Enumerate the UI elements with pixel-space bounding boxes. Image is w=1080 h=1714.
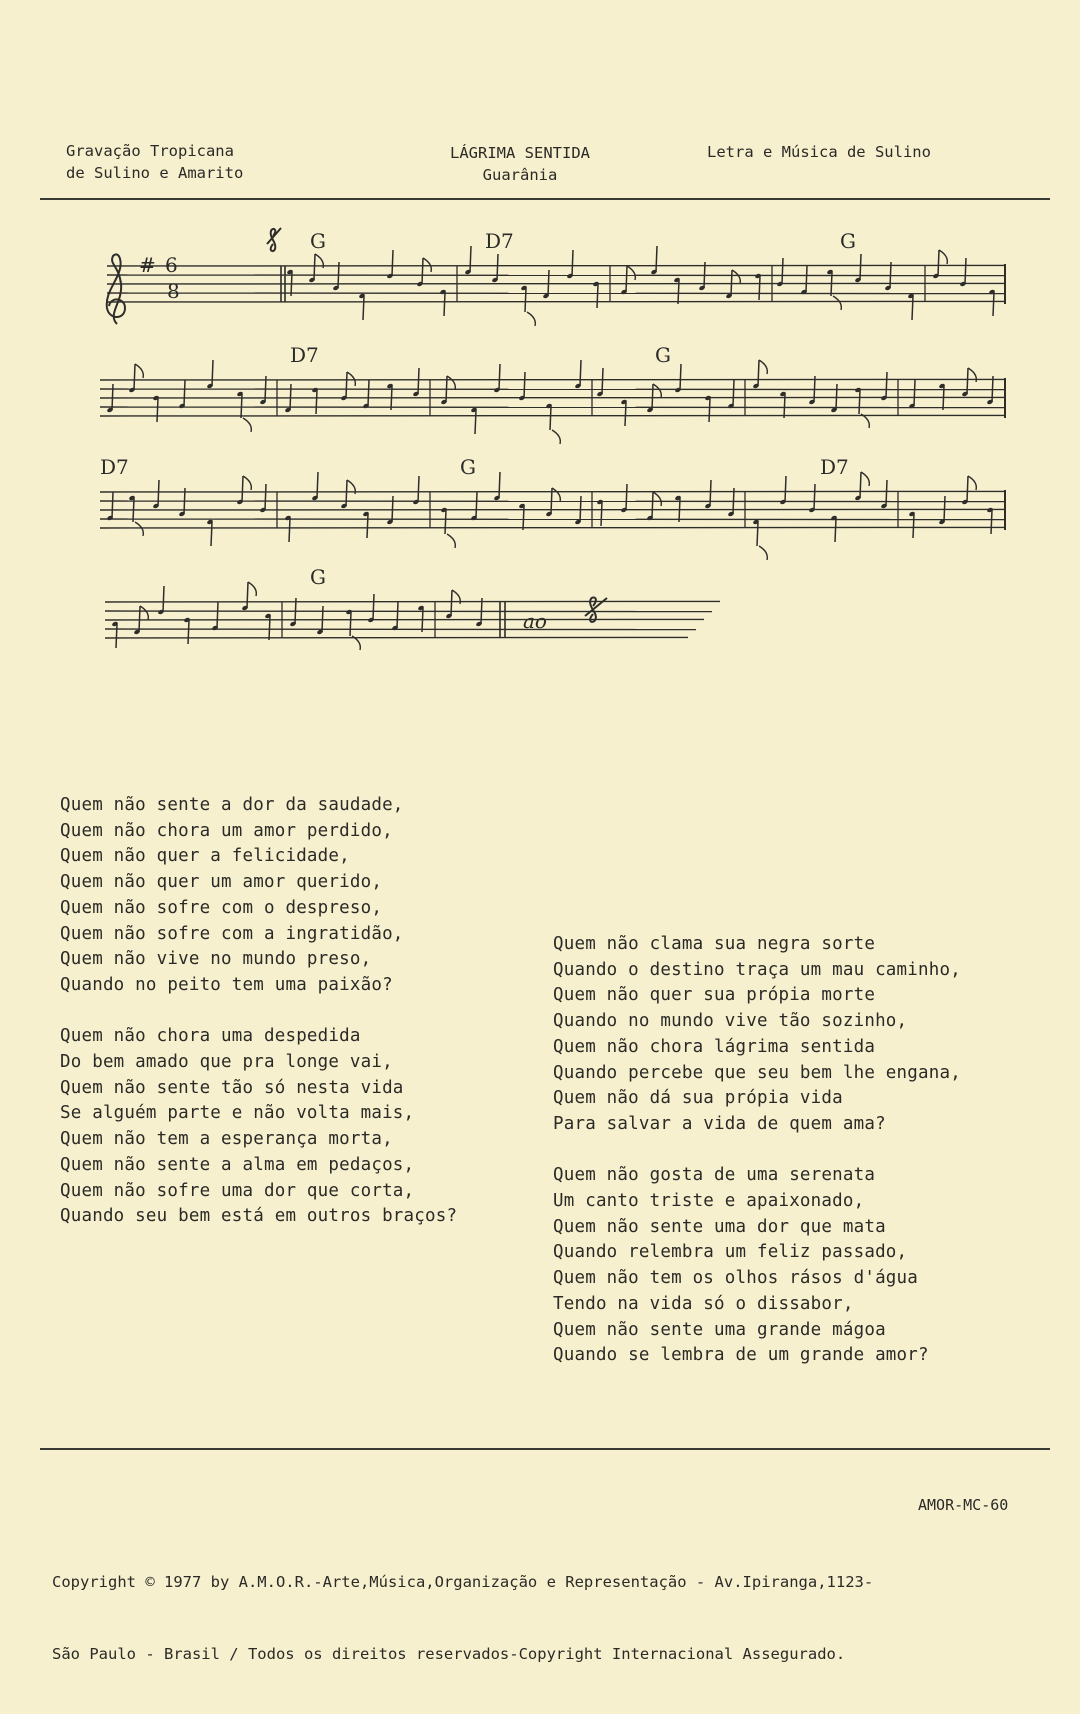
note-stem (580, 496, 581, 522)
note-flag (552, 488, 560, 502)
note-stem (709, 398, 710, 422)
note-flag (759, 360, 767, 374)
note-stem (597, 284, 598, 308)
staff-line (100, 415, 1005, 416)
note-stem (913, 514, 914, 538)
lyric-line: Quando no peito tem uma paixão? (60, 974, 393, 995)
note-stem (269, 616, 270, 640)
note-flag (653, 492, 661, 506)
note-stem (652, 492, 653, 518)
note-stem (346, 372, 347, 398)
note-stem (992, 376, 993, 402)
note-stem (289, 518, 290, 542)
note-stem (967, 476, 968, 502)
note-stem (914, 380, 915, 406)
note-stem (831, 272, 832, 296)
lyric-line: Para salvar a vida de quem ama? (553, 1113, 886, 1134)
note-stem (470, 246, 471, 272)
note-stem (499, 364, 500, 390)
note-stem (422, 608, 423, 632)
note-stem (363, 296, 364, 320)
lyric-line: Quem não chora lágrima sentida (553, 1036, 876, 1057)
staff-line (107, 275, 1005, 276)
note-stem (759, 276, 760, 300)
note-stem (446, 376, 447, 402)
lyric-line: Quem não sente uma grande mágoa (553, 1319, 886, 1340)
note-stem (678, 280, 679, 304)
note-stem (139, 606, 140, 632)
lyric-line: Quem não sofre com a ingratidão, (60, 923, 404, 944)
note-stem (965, 258, 966, 284)
staff-line (100, 527, 1005, 528)
note-flag (527, 312, 535, 326)
lyric-line: Quem não quer sua própia morte (553, 985, 876, 1006)
lyric-line: Quando o destino traça um mau caminho, (553, 959, 961, 980)
note-stem (497, 254, 498, 280)
catalog-number: AMOR-MC-60 (918, 1496, 1009, 1514)
note-stem (580, 360, 581, 386)
note-stem (731, 270, 732, 296)
note-stem (451, 590, 452, 616)
note-stem (291, 272, 292, 296)
note-stem (938, 250, 939, 276)
note-stem (350, 612, 351, 636)
note-stem (295, 598, 296, 624)
note-flag (423, 258, 431, 272)
note-stem (860, 254, 861, 280)
note-stem (912, 296, 913, 320)
lyric-line: Quem não gosta de uma serenata (553, 1165, 876, 1186)
note-stem (835, 518, 836, 542)
note-stem (991, 510, 992, 534)
note-stem (322, 606, 323, 632)
lyric-line: Quando no mundo vive tão sozinho, (553, 1011, 908, 1032)
note-stem (338, 262, 339, 288)
bottom-divider (40, 1448, 1050, 1450)
score-svg (95, 222, 1025, 662)
note-stem (814, 484, 815, 510)
staff-line (105, 637, 688, 638)
lyric-line: Tendo na vida só o dissabor, (553, 1293, 854, 1314)
recording-line-2: de Sulino e Amarito (66, 164, 244, 182)
lyric-line: Quem não chora um amor perdido, (60, 820, 393, 841)
note-stem (784, 394, 785, 418)
note-stem (656, 246, 657, 272)
note-flag (861, 472, 869, 486)
note-stem (758, 360, 759, 386)
lyric-line: Quem não sofre uma dor que corta, (60, 1180, 415, 1201)
note-stem (860, 472, 861, 498)
lyrics-left-column (60, 793, 457, 1230)
staff-line (107, 293, 1005, 294)
note-stem (886, 480, 887, 506)
note-stem (890, 262, 891, 288)
note-stem (445, 510, 446, 534)
staff-line (105, 611, 712, 612)
lyrics-stanza (553, 1163, 961, 1369)
note-stem (290, 384, 291, 410)
song-heading (425, 142, 615, 186)
staff-line (100, 379, 1005, 380)
key-signature: # (139, 253, 156, 277)
note-flag (627, 266, 635, 280)
lyric-line: Quem não sente tão só nesta vida (60, 1077, 404, 1098)
note-stem (392, 250, 393, 276)
note-stem (785, 476, 786, 502)
note-stem (158, 480, 159, 506)
note-flag (135, 364, 143, 378)
staff-line (100, 389, 1005, 390)
staff-line (107, 265, 1005, 266)
note-stem (242, 476, 243, 502)
note-stem (157, 398, 158, 422)
note-stem (836, 384, 837, 410)
note-stem (188, 620, 189, 644)
copyright-notice (52, 1522, 873, 1714)
dal-segno-text: ao (523, 609, 547, 633)
note-stem (481, 598, 482, 624)
note-stem (317, 472, 318, 498)
lyric-line: Quem não tem a esperança morta, (60, 1129, 393, 1150)
lyrics-right-column (553, 932, 961, 1369)
note-stem (476, 492, 477, 518)
staff-line (107, 283, 1005, 284)
note-stem (550, 406, 551, 430)
song-title: LÁGRIMA SENTIDA (450, 144, 590, 162)
note-flag (243, 418, 251, 432)
chord-symbol: D7 (290, 343, 319, 367)
lyric-line: Quem não clama sua negra sorte (553, 934, 876, 954)
note-flag (552, 430, 560, 444)
lyric-line: Quem não dá sua própia vida (553, 1088, 843, 1109)
note-stem (782, 258, 783, 284)
note-stem (116, 624, 117, 648)
lyric-line: Quem não chora uma despedida (60, 1026, 361, 1047)
note-stem (524, 372, 525, 398)
note-stem (367, 514, 368, 538)
note-stem (346, 480, 347, 506)
note-stem (944, 496, 945, 522)
lyrics-stanza (60, 793, 457, 999)
note-stem (184, 380, 185, 406)
lyric-line: Quando relembra um feliz passado, (553, 1242, 908, 1263)
note-stem (757, 522, 758, 546)
note-stem (217, 602, 218, 628)
staff-line (105, 601, 720, 602)
note-stem (212, 360, 213, 386)
treble-clef (107, 254, 125, 324)
staff-line (100, 397, 1005, 398)
note-stem (523, 506, 524, 530)
chord-symbol: G (655, 343, 671, 367)
note-flag (447, 376, 455, 390)
lyric-line: Quando seu bem está em outros braços? (60, 1206, 458, 1227)
note-stem (397, 602, 398, 628)
lyric-line: Quem não sente uma dor que mata (553, 1216, 886, 1237)
top-divider (40, 198, 1050, 200)
note-stem (943, 386, 944, 410)
staff-line (100, 501, 1005, 502)
note-flag (347, 372, 355, 386)
note-stem (886, 372, 887, 398)
time-signature-bottom: 8 (167, 279, 180, 303)
note-stem (680, 364, 681, 390)
note-stem (733, 488, 734, 514)
note-flag (248, 582, 256, 596)
note-flag (939, 250, 947, 264)
copyright-line-2: São Paulo - Brasil / Todos os direitos reservados-Copyright Internacional Assegurado. (52, 1645, 846, 1663)
note-flag (140, 606, 148, 620)
chord-symbol: G (310, 229, 326, 253)
chord-symbol: D7 (820, 455, 849, 479)
note-stem (601, 502, 602, 526)
note-stem (133, 498, 134, 522)
staff-line (107, 301, 1005, 302)
chord-symbol: G (460, 455, 476, 479)
note-stem (241, 394, 242, 418)
chord-symbol: G (840, 229, 856, 253)
lyric-line: Quem não sente a alma em pedaços, (60, 1154, 415, 1175)
lyric-line: Um canto triste e apaixonado, (553, 1191, 865, 1212)
note-stem (247, 582, 248, 608)
note-stem (525, 288, 526, 312)
note-stem (265, 376, 266, 402)
note-stem (444, 292, 445, 316)
lyric-line: Quem não sofre com o despreso, (60, 897, 383, 918)
lyric-line: Se alguém parte e não volta mais, (60, 1103, 415, 1124)
time-signature-top: 6 (165, 253, 178, 277)
staff-line (105, 619, 704, 620)
music-score (95, 222, 1025, 662)
staff-line (105, 629, 696, 630)
note-flag (135, 522, 143, 536)
note-stem (993, 292, 994, 316)
lyric-line: Quem não tem os olhos rásos d'água (553, 1268, 919, 1289)
song-genre: Guarânia (482, 166, 558, 184)
note-stem (625, 402, 626, 426)
note-stem (265, 484, 266, 510)
note-flag (968, 476, 976, 490)
note-stem (626, 484, 627, 510)
chord-symbol: D7 (485, 229, 514, 253)
note-stem (733, 380, 734, 406)
note-stem (499, 472, 500, 498)
note-stem (572, 250, 573, 276)
note-stem (710, 480, 711, 506)
staff-line (100, 509, 1005, 510)
note-stem (211, 522, 212, 546)
note-flag (653, 384, 661, 398)
recording-line-1: Gravação Tropicana (66, 142, 234, 160)
lyric-line: Quando percebe que seu bem lhe engana, (553, 1062, 961, 1083)
note-stem (163, 586, 164, 612)
lyric-line: Quem não quer a felicidade, (60, 846, 350, 867)
note-stem (859, 390, 860, 414)
note-stem (418, 368, 419, 394)
chord-symbol: G (310, 565, 326, 589)
lyric-line: Quem não sente a dor da saudade, (60, 795, 404, 815)
lyric-line: Do bem amado que pra longe vai, (60, 1052, 393, 1073)
lyric-line: Quando se lembra de um grande amor? (553, 1345, 929, 1366)
note-stem (626, 266, 627, 292)
note-stem (548, 270, 549, 296)
note-stem (679, 498, 680, 522)
note-stem (184, 488, 185, 514)
staff-line (100, 407, 1005, 408)
note-stem (314, 254, 315, 280)
lyric-line: Quem não vive no mundo preso, (60, 949, 372, 970)
copyright-line-1: Copyright © 1977 by A.M.O.R.-Arte,Música,Organização e Representação - Av.Ipiranga,1123- (52, 1573, 874, 1591)
note-stem (134, 364, 135, 390)
note-stem (373, 594, 374, 620)
lyrics-stanza (60, 1024, 457, 1230)
note-stem (551, 488, 552, 514)
note-flag (447, 534, 455, 548)
note-stem (392, 496, 393, 522)
note-stem (704, 262, 705, 288)
lyric-line: Quem não quer um amor querido, (60, 872, 383, 893)
note-stem (368, 380, 369, 406)
note-stem (112, 384, 113, 410)
note-stem (475, 410, 476, 434)
note-stem (814, 376, 815, 402)
lyrics-stanza (553, 932, 961, 1138)
note-stem (391, 386, 392, 410)
note-flag (759, 546, 767, 560)
note-stem (112, 492, 113, 518)
chord-symbol: D7 (100, 455, 129, 479)
note-stem (652, 384, 653, 410)
credits: Letra e Música de Sulino (707, 143, 931, 161)
note-flag (732, 270, 740, 284)
note-stem (967, 368, 968, 394)
note-flag (833, 296, 841, 310)
note-stem (418, 476, 419, 502)
note-stem (806, 266, 807, 292)
recording-info (66, 140, 243, 184)
note-stem (602, 368, 603, 394)
note-flag (243, 476, 251, 490)
note-stem (422, 258, 423, 284)
segno-sign (267, 228, 281, 251)
note-stem (316, 390, 317, 414)
staff-line (100, 519, 1005, 520)
